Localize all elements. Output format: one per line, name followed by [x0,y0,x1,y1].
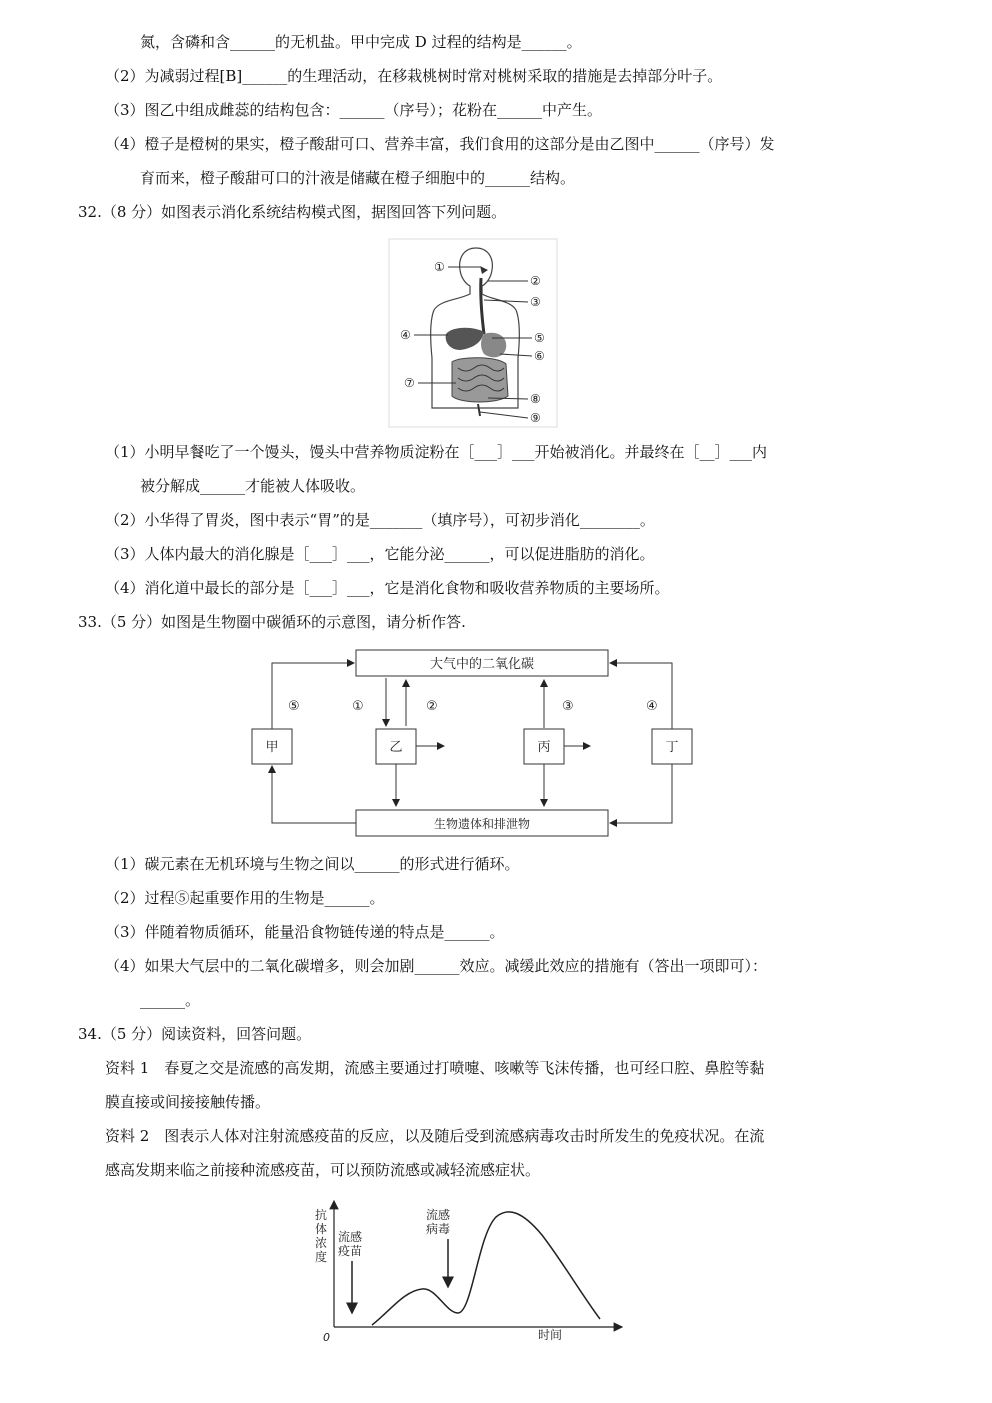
process-3: ③ [562,699,574,714]
q31-sub2: （2）为减弱过程[B]______的生理活动，在移栽桃树时常对桃树采取的措施是去掉部分叶子。 [105,67,723,85]
node-ding: 丁 [665,740,679,755]
remains-box: 生物遗体和排泄物 [433,817,531,831]
q31-line-cont: 氮，含磷和含______的无机盐。甲中完成 D 过程的结构是______。 [140,33,582,51]
digestive-label-8: ⑧ [530,392,541,406]
q32-sub1-line1: （1）小明早餐吃了一个馒头，馒头中营养物质淀粉在［___］___开始被消化。并最终在［__］___内 [105,443,768,461]
antibody-chart [310,1195,630,1345]
q33-sub4-line1: （4）如果大气层中的二氧化碳增多，则会加剧______效应。减缓此效应的措施有（答出一项即可）： [105,957,768,975]
q31-sub4-line1: （4）橙子是橙树的果实，橙子酸甜可口、营养丰富，我们食用的这部分是由乙图中______（序号）发 [105,135,775,153]
q34-material2-line1: 资料 2 图表示人体对注射流感疫苗的反应，以及随后受到流感病毒攻击时所发生的免疫状况。在流 [105,1127,765,1145]
node-bing: 丙 [537,740,551,755]
x-axis-label: 时间 [538,1328,563,1342]
q34-material1-line1: 资料 1 春夏之交是流感的高发期，流感主要通过打喷嚏、咳嗽等飞沫传播，也可经口腔、鼻腔等黏 [105,1059,765,1077]
q32-sub3: （3）人体内最大的消化腺是［___］___，它能分泌______，可以促进脂肪的消化。 [105,545,655,563]
digestive-label-5: ⑤ [534,331,545,345]
q34-material1-line2: 膜直接或间接接触传播。 [105,1093,271,1111]
origin-label: 0 [323,1331,330,1344]
q33-sub3: （3）伴随着物质循环，能量沿食物链传递的特点是______。 [105,923,505,941]
process-2: ② [426,699,438,714]
q33-title: 33.（5 分）如图是生物圈中碳循环的示意图，请分析作答. [78,613,466,631]
vaccine-annotation: 流感疫苗 [338,1230,363,1258]
digestive-label-9: ⑨ [530,411,541,425]
y-axis-label: 抗体浓度 [315,1208,328,1264]
q31-sub4-line2: 育而来，橙子酸甜可口的汁液是储藏在橙子细胞中的______结构。 [140,169,576,187]
process-4: ④ [646,699,658,714]
virus-annotation: 流感病毒 [426,1208,451,1236]
q32-title: 32.（8 分）如图表示消化系统结构模式图，据图回答下列问题。 [78,203,507,221]
digestive-label-2: ② [530,274,541,288]
antibody-curve [372,1212,600,1325]
digestive-label-7: ⑦ [404,376,415,390]
q31-sub3: （3）图乙中组成雌蕊的结构包含：______（序号）；花粉在______中产生。 [105,101,603,119]
q32-sub2: （2）小华得了胃炎，图中表示“胃”的是_______（填序号），可初步消化________。 [105,511,655,529]
process-1: ① [352,699,364,714]
digestive-system-figure [388,238,558,428]
q33-sub1: （1）碳元素在无机环境与生物之间以______的形式进行循环。 [105,855,520,873]
atmosphere-co2-box: 大气中的二氧化碳 [429,657,535,672]
q34-material2-line2: 感高发期来临之前接种流感疫苗，可以预防流感或减轻流感症状。 [105,1161,541,1179]
process-5: ⑤ [288,699,300,714]
digestive-label-6: ⑥ [534,349,545,363]
q32-sub4: （4）消化道中最长的部分是［___］___，它是消化食物和吸收营养物质的主要场所。 [105,579,670,597]
q33-sub2: （2）过程⑤起重要作用的生物是______。 [105,889,385,907]
q33-sub4-line2: ______。 [140,991,201,1009]
q32-sub1-line2: 被分解成______才能被人体吸收。 [140,477,366,495]
q34-title: 34.（5 分）阅读资料，回答问题。 [78,1025,312,1043]
node-yi: 乙 [389,740,403,755]
node-jia: 甲 [265,740,279,755]
digestive-label-3: ③ [530,295,541,309]
digestive-label-1: ① [434,260,445,274]
carbon-cycle-figure [240,640,700,845]
digestive-label-4: ④ [400,328,411,342]
